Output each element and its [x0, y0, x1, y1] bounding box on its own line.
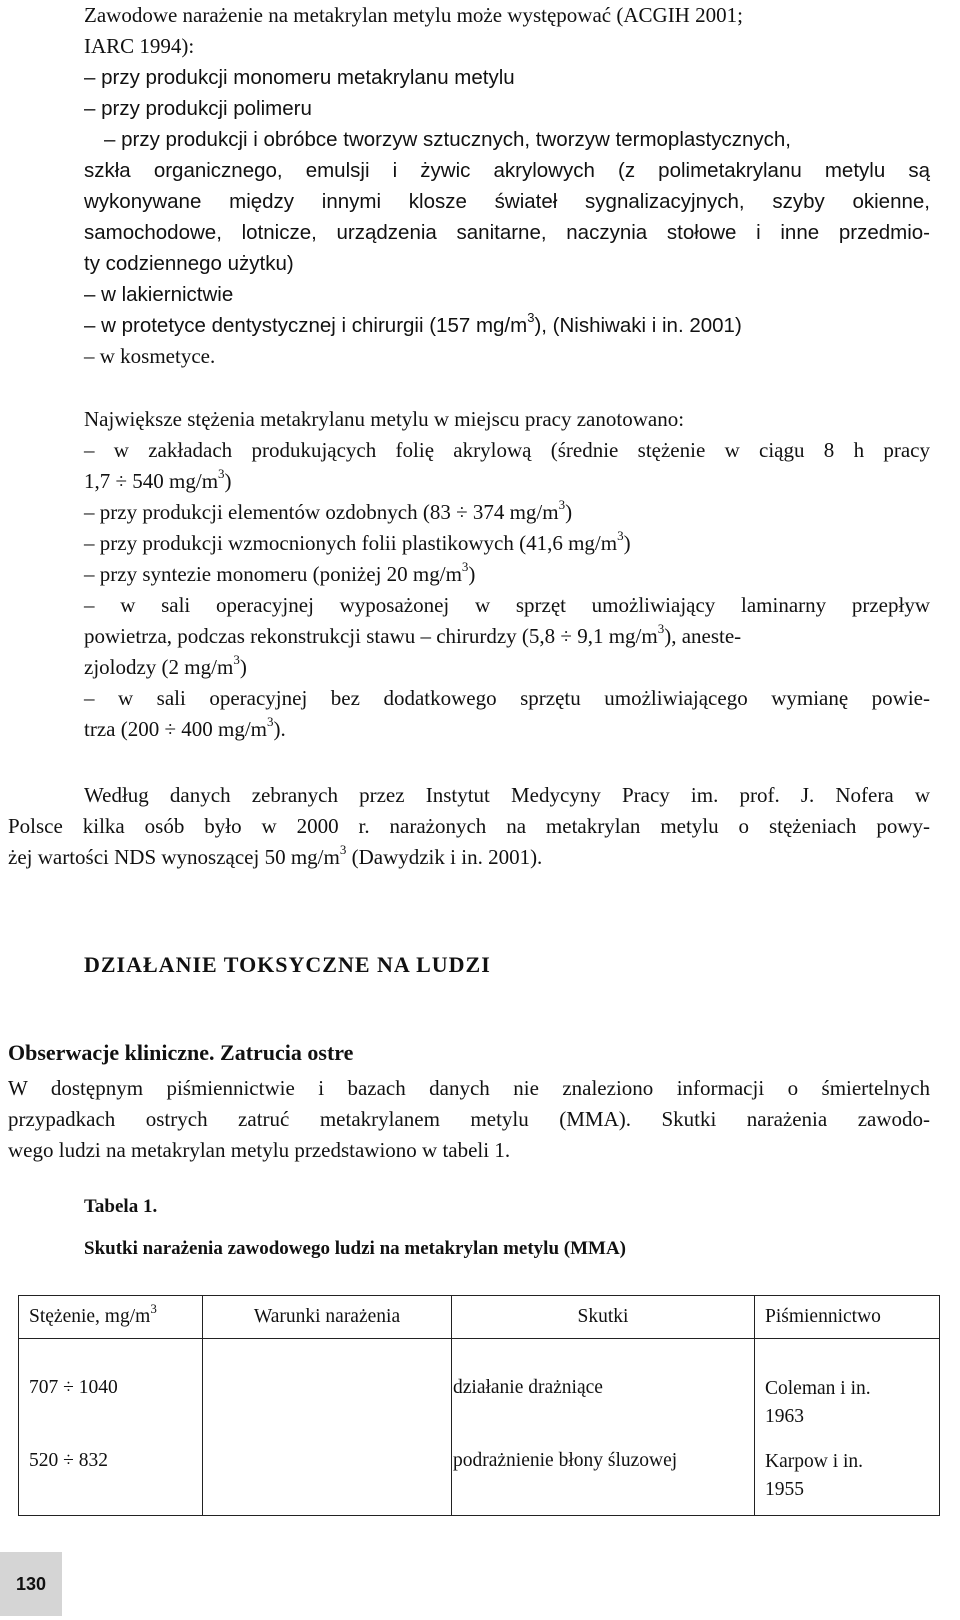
paragraph-line: Zawodowe narażenie na metakrylan metylu może występować (ACGIH 2001; — [84, 3, 743, 27]
list-item: – w kosmetyce. — [84, 344, 216, 368]
list-item: – w sali operacyjnej bez dodatkowego sprzętu umożliwiającego wymianę powie- — [84, 686, 930, 710]
cell-effects: podrażnienie błony śluzowej — [452, 1432, 755, 1516]
cell-conditions — [203, 1339, 452, 1433]
paragraph-line: przypadkach ostrych zatruć metakrylanem metylu (MMA). Skutki narażenia zawodo- — [8, 1107, 930, 1131]
section-heading: DZIAŁANIE TOKSYCZNE NA LUDZI — [84, 952, 491, 977]
header-effects: Skutki — [452, 1296, 755, 1339]
paragraph-line: IARC 1994): — [84, 34, 195, 58]
header-concentration: Stężenie, $mg/m^3$ — [19, 1296, 203, 1339]
list-item: – w protetyce dentystycznej i chirurgii (157 $mg/m^3$), (Nishiwaki i in. 2001) — [84, 310, 742, 337]
header-references: Piśmiennictwo — [755, 1296, 940, 1339]
highest-concentrations-section — [84, 404, 930, 745]
list-item-continuation: powietrza, podczas rekonstrukcji stawu – chirurdzy (5,8 ÷ 9,1 $mg/m^3$), aneste- — [84, 621, 742, 648]
table-label: Tabela 1. — [84, 1196, 158, 1217]
list-item-continuation: wykonywane między innymi klosze świateł sygnalizacyjnych, szyby okienne, — [84, 190, 930, 213]
list-item: – w lakiernictwie — [84, 283, 234, 306]
cell-reference: Coleman i in. 1963 — [755, 1339, 940, 1433]
page-number: 130 — [0, 1552, 62, 1616]
header-conditions: Warunki narażenia — [203, 1296, 452, 1339]
list-item-continuation: ty codziennego użytku) — [84, 252, 294, 275]
cell-concentration: 520 ÷ 832 — [19, 1432, 203, 1516]
list-item: – przy produkcji elementów ozdobnych (83 ÷ 374 $mg/m^3$) — [84, 497, 573, 524]
paragraph-line: Największe stężenia metakrylanu metylu w miejscu pracy zanotowano: — [84, 407, 685, 431]
list-item-continuation: 1,7 ÷ 540 $mg/m^3$) — [84, 466, 232, 493]
table-caption: Skutki narażenia zawodowego ludzi na metakrylan metylu (MMA) — [84, 1238, 627, 1259]
list-item: – przy produkcji monomeru metakrylanu metylu — [84, 66, 515, 89]
list-item-continuation: zjolodzy (2 $mg/m^3$) — [84, 652, 247, 679]
paragraph-line: W dostępnym piśmiennictwie i bazach danych nie znaleziono informacji o śmiertelnych — [8, 1076, 930, 1100]
list-item: – przy syntezie monomeru (poniżej 20 $mg/m^3$) — [84, 559, 476, 586]
list-item: – przy produkcji polimeru — [84, 97, 312, 120]
table-row — [19, 1339, 940, 1433]
effects-table — [18, 1295, 940, 1516]
list-item-continuation: samochodowe, lotnicze, urządzenia sanitarne, naczynia stołowe i inne przedmio- — [84, 221, 930, 244]
cell-effects: działanie drażniące — [452, 1339, 755, 1433]
paragraph-line: żej wartości NDS wynoszącej 50 $mg/m^3$ (Dawydzik i in. 2001). — [8, 842, 543, 869]
list-item: – przy produkcji wzmocnionych folii plastikowych (41,6 $mg/m^3$) — [84, 528, 631, 555]
survey-paragraph-cont — [8, 811, 930, 873]
table-row — [19, 1432, 940, 1516]
paragraph-line: Polsce kilka osób było w 2000 r. narażonych na metakrylan metylu o stężeniach powy- — [8, 814, 930, 838]
cell-concentration: 707 ÷ 1040 — [19, 1339, 203, 1433]
paragraph-line: Według danych zebranych przez Instytut Medycyny Pracy im. prof. J. Nofera w — [84, 783, 930, 807]
list-item: – w zakładach produkujących folię akrylową (średnie stężenie w ciągu 8 h pracy — [84, 438, 930, 462]
list-item: – przy produkcji i obróbce tworzyw sztucznych, tworzyw termoplastycznych, — [104, 128, 791, 151]
list-item-continuation: szkła organicznego, emulsji i żywic akrylowych (z polimetakrylanu metylu są — [84, 159, 930, 182]
subsection-heading: Obserwacje kliniczne. Zatrucia ostre — [8, 1040, 354, 1065]
clinical-paragraph — [8, 1073, 930, 1166]
list-item: – w sali operacyjnej wyposażonej w sprzęt umożliwiający laminarny przepływ — [84, 593, 930, 617]
survey-paragraph — [84, 780, 930, 811]
cell-reference: Karpow i in. 1955 — [755, 1432, 940, 1516]
table-header-row — [19, 1296, 940, 1339]
paragraph-line: wego ludzi na metakrylan metylu przedstawiono w tabeli 1. — [8, 1138, 511, 1162]
list-item-continuation: trza (200 ÷ 400 $mg/m^3$). — [84, 714, 286, 741]
exposure-section — [84, 0, 930, 372]
cell-conditions — [203, 1432, 452, 1516]
